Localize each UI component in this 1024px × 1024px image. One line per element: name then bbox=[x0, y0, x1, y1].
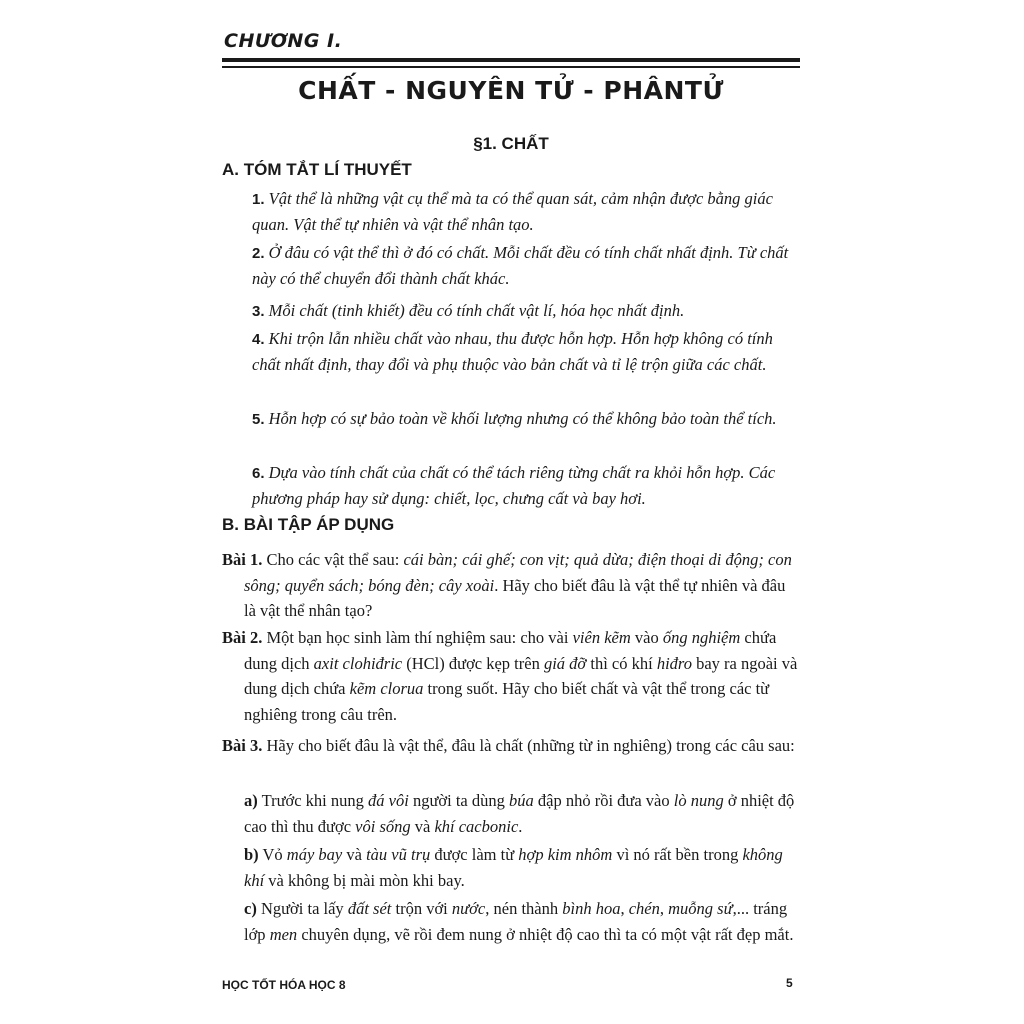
theory-item: 1. Vật thể là những vật cụ thể mà ta có thể quan sát, cảm nhận được bằng giác quan. Vật thể tự nhiên và vật thể nhân tạo. bbox=[252, 189, 773, 234]
exercise-3-part-c: c) Người ta lấy đất sét trộn với nước, nén thành bình hoa, chén, muỗng sứ,... tráng lớp men chuyên dụng, vẽ rồi đem nung ở nhiệt độ cao thì ta có một vật rất đẹp mắt. bbox=[244, 899, 794, 944]
theory-item: 4. Khi trộn lẫn nhiều chất vào nhau, thu được hỗn hợp. Hỗn hợp không có tính chất nhất định, thay đổi và phụ thuộc vào bản chất và tỉ lệ trộn giữa các chất. bbox=[252, 329, 773, 374]
header-rule-thin bbox=[222, 66, 800, 68]
section-title: §1. CHẤT bbox=[473, 134, 549, 153]
theory-item: 2. Ở đâu có vật thể thì ở đó có chất. Mỗi chất đều có tính chất nhất định. Từ chất này có thể chuyển đổi thành chất khác. bbox=[252, 243, 789, 288]
theory-item: 6. Dựa vào tính chất của chất có thể tách riêng từng chất ra khỏi hỗn hợp. Các phương pháp hay sử dụng: chiết, lọc, chưng cất và bay hơi. bbox=[252, 463, 776, 508]
header-rule-thick bbox=[222, 58, 800, 62]
chapter-label: CHƯƠNG I. bbox=[224, 30, 343, 52]
theory-item: 3. Mỗi chất (tinh khiết) đều có tính chất vật lí, hóa học nhất định. bbox=[252, 301, 685, 320]
page-number: 5 bbox=[786, 976, 793, 990]
theory-item: 5. Hỗn hợp có sự bảo toàn về khối lượng nhưng có thể không bảo toàn thể tích. bbox=[252, 409, 777, 428]
exercise-1: Bài 1. Cho các vật thể sau: cái bàn; cái ghế; con vịt; quả dừa; điện thoại di động; con sông; quyển sách; bóng đèn; cây xoài. Hãy cho biết đâu là vật thể tự nhiên và đâu là vật thể nhân tạo? bbox=[222, 550, 792, 620]
exercise-2: Bài 2. Một bạn học sinh làm thí nghiệm sau: cho vài viên kẽm vào ống nghiệm chứa dung dịch axit clohiđric (HCl) được kẹp trên giá đỡ thì có khí hiđro bay ra ngoài và dung dịch chứa kẽm clorua trong suốt. Hãy cho biết chất và vật thể trong các từ nghiêng trong câu trên. bbox=[222, 628, 798, 724]
chapter-title: CHẤT - NGUYÊN TỬ - PHÂNTỬ bbox=[298, 76, 724, 105]
exercise-3: Bài 3. Hãy cho biết đâu là vật thể, đâu là chất (những từ in nghiêng) trong các câu sau: bbox=[222, 736, 795, 755]
part-b-heading: B. BÀI TẬP ÁP DỤNG bbox=[222, 515, 395, 534]
exercise-3-part-a: a) Trước khi nung đá vôi người ta dùng búa đập nhỏ rồi đưa vào lò nung ở nhiệt độ cao thì thu được vôi sống và khí cacbonic. bbox=[244, 791, 795, 836]
footer-book-title: HỌC TỐT HÓA HỌC 8 bbox=[222, 978, 346, 992]
part-a-heading: A. TÓM TẮT LÍ THUYẾT bbox=[222, 160, 412, 179]
exercise-3-part-b: b) Vỏ máy bay và tàu vũ trụ được làm từ hợp kim nhôm vì nó rất bền trong không khí và không bị mài mòn khi bay. bbox=[244, 845, 783, 890]
